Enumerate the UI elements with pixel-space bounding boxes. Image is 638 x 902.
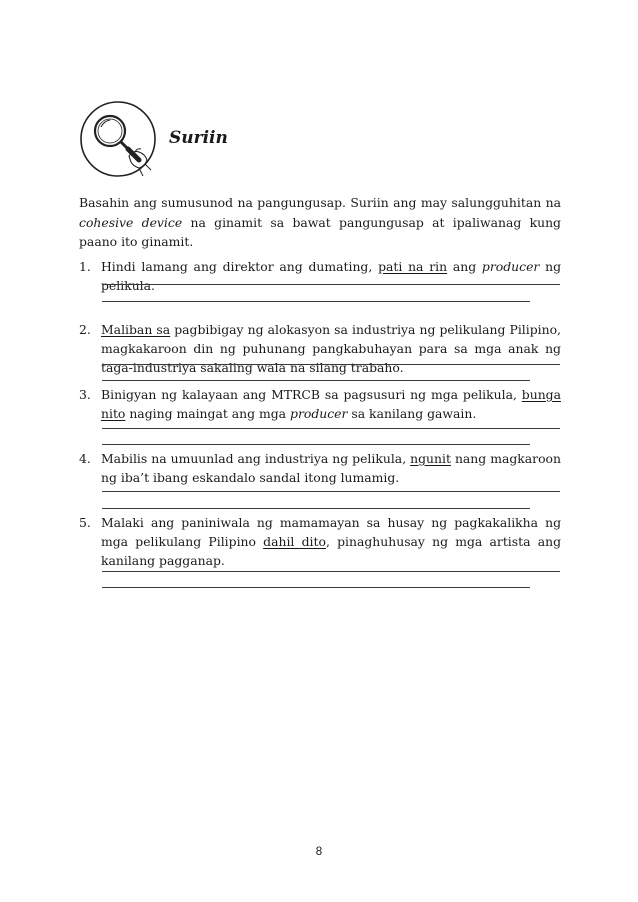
cohesive-device-underlined: pati na rin xyxy=(378,259,448,274)
answer-line[interactable] xyxy=(102,364,560,365)
question-text-part: Malaki ang paniniwala ng mamamayan sa husay ng pagkakalikha ng mga pelikulang Pilipino xyxy=(101,515,561,549)
instructions-text: Basahin ang sumusunod na pangungusap. Suriin ang may salungguhitan na xyxy=(79,195,561,210)
instructions-term: cohesive device xyxy=(79,214,183,230)
cohesive-device-underlined: Maliban sa xyxy=(101,322,171,337)
italic-term: producer xyxy=(481,259,540,274)
question-text-part: Hindi lamang ang direktor ang dumating, xyxy=(101,259,379,274)
italic-term: producer xyxy=(290,406,348,421)
question-text-part: , pinaghuhusay ng mga artista ang kanilang pagganap. xyxy=(101,534,561,568)
question-number: 2. xyxy=(79,322,91,337)
instructions-text-end: na ginamit sa bawat pangungusap at ipaliwanag kung paano ito ginamit. xyxy=(79,214,561,249)
answer-line[interactable] xyxy=(102,428,560,429)
answer-line[interactable] xyxy=(102,508,530,509)
question-text-part: nang magkaroon ng iba’t ibang eskandalo sandal itong lumamig. xyxy=(101,451,561,485)
question-text-part: pagbibigay ng alokasyon sa industriya ng pelikulang Pilipino, magkakaroon din ng puhunang pangkabuhayan para sa mga anak ng taga-industriya sakaling wala na silang trabaho. xyxy=(101,322,561,375)
question-number: 4. xyxy=(79,451,91,466)
question-number: 1. xyxy=(79,259,91,274)
question-2 xyxy=(79,320,561,377)
question-text-part: Mabilis na umuunlad ang industriya ng pelikula, xyxy=(101,451,411,466)
question-text xyxy=(101,320,561,377)
question-number: 5. xyxy=(79,515,91,530)
answer-line[interactable] xyxy=(102,301,530,302)
cohesive-device-underlined: ngunit xyxy=(410,451,451,466)
magnifying-glass-icon xyxy=(79,100,157,178)
question-5 xyxy=(79,513,561,570)
answer-line[interactable] xyxy=(102,284,560,285)
page-number: 8 xyxy=(315,846,323,858)
answer-line[interactable] xyxy=(102,491,560,492)
question-text xyxy=(101,513,561,570)
question-text xyxy=(101,385,561,423)
answer-line[interactable] xyxy=(102,444,530,445)
question-4 xyxy=(79,449,561,487)
answer-line[interactable] xyxy=(102,380,530,381)
cohesive-device-underlined: bunga nito xyxy=(101,387,561,421)
answer-line[interactable] xyxy=(102,587,530,588)
section-title: Suriin xyxy=(169,128,228,148)
instructions-paragraph xyxy=(79,193,561,252)
question-number: 3. xyxy=(79,387,91,402)
question-text-part: ng pelikula. xyxy=(101,259,561,293)
question-text xyxy=(101,449,561,487)
question-1 xyxy=(79,257,561,295)
question-text-part: sa kanilang gawain. xyxy=(347,406,477,421)
question-3 xyxy=(79,385,561,423)
question-text xyxy=(101,257,561,295)
question-text-part: ang xyxy=(447,259,482,274)
question-text-part: Binigyan ng kalayaan ang MTRCB sa pagsusuri ng mga pelikula, xyxy=(101,387,522,402)
answer-line[interactable] xyxy=(102,571,560,572)
question-text-part: naging maingat ang mga xyxy=(125,406,291,421)
cohesive-device-underlined: dahil dito xyxy=(263,534,326,549)
